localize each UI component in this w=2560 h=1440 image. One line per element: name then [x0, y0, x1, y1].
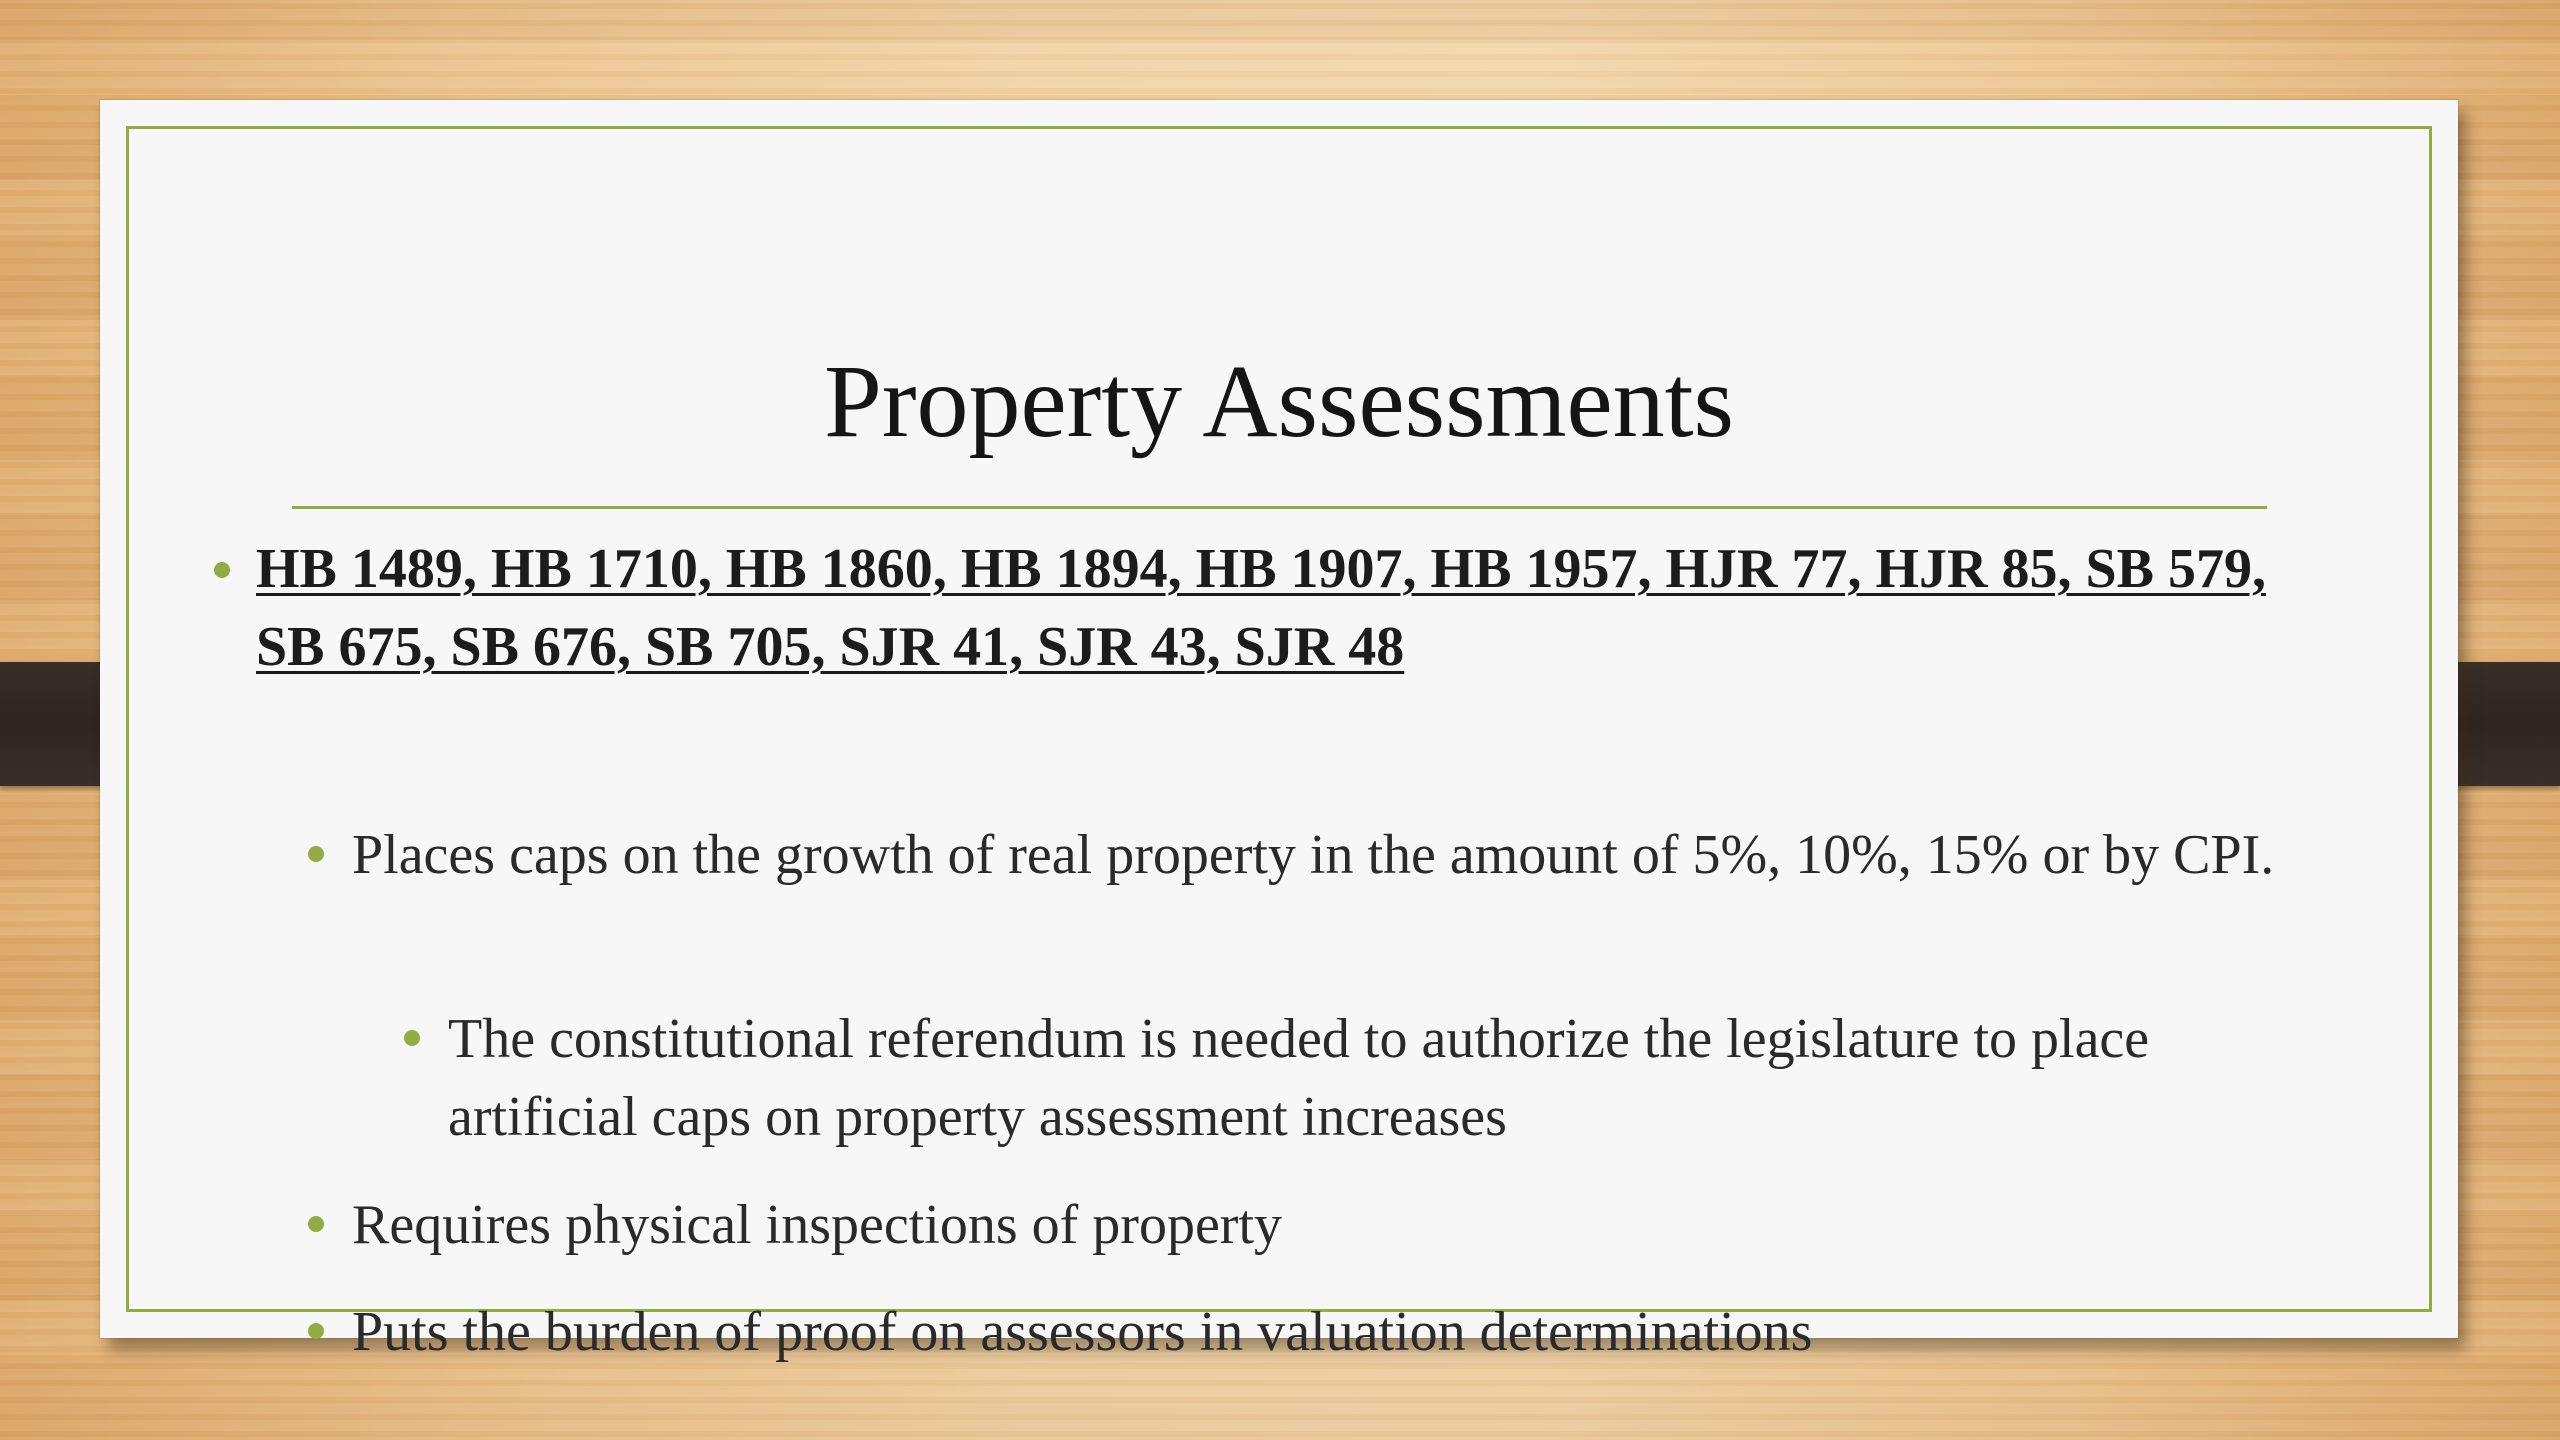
bullet-text: HB 1489, HB 1710, HB 1860, HB 1894, HB 1907, HB 1957, HJR 77, HJR 85, SB 579, SB 675, SB 676, SB 705, SJR 41, SJR 43, SJR 48 [256, 538, 2266, 678]
bullet-dot-icon [308, 1216, 324, 1232]
bullet-text: The constitutional referendum is needed to authorize the legislature to place artificial caps on property assessment increases [448, 1008, 2150, 1148]
bullet-item-referendum [448, 1000, 2318, 1156]
bullet-text: Requires physical inspections of property [352, 1194, 1283, 1256]
bullet-dot-icon [308, 1323, 324, 1339]
bullet-text: Places caps on the growth of real property in the amount of 5%, 10%, 15% or by CPI. [352, 824, 2275, 886]
bullet-item-inspections [352, 1186, 2322, 1264]
bullet-dot-icon [308, 846, 324, 862]
slide [100, 100, 2458, 1363]
bullet-dot-icon [404, 1030, 420, 1046]
bullet-item-bill-list [256, 530, 2296, 686]
bullet-text: Puts the burden of proof on assessors in valuation determinations [352, 1301, 1813, 1363]
slide-title: Property Assessments [824, 343, 1734, 459]
bullet-item-caps [352, 816, 2322, 894]
bullet-dot-icon [214, 562, 230, 578]
bullet-item-burden-of-proof [352, 1293, 2322, 1371]
slide-content [100, 100, 2458, 1363]
